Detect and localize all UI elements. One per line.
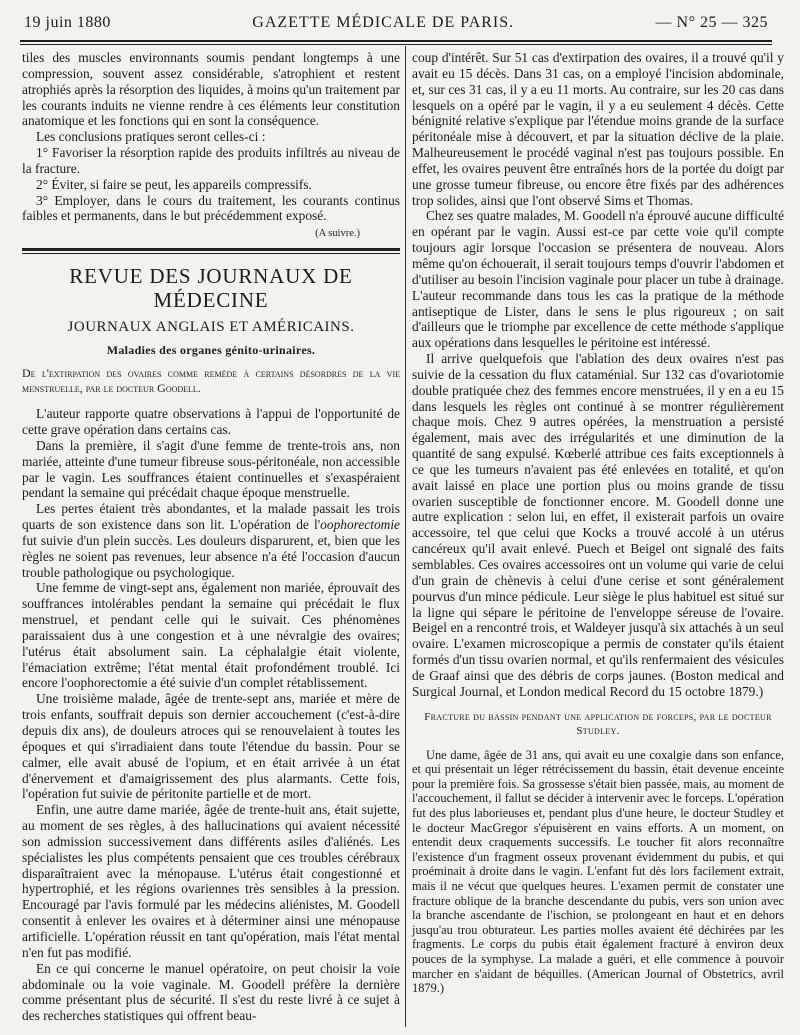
- section-heading: Maladies des organes génito-urinaires.: [106, 343, 316, 358]
- continued-paragraph: tiles des muscles environnants soumis pendant longtemps à une compression, souvent assez considérable, s'atrophient et restent atrophiés après la résorption des liquides, à moins qu'un traitement par les courants induits ne vienne rendre à ces éléments leur constitution anatomique et les fonctions qui en sont la conséquence.: [22, 50, 400, 129]
- article-paragraph: coup d'intérêt. Sur 51 cas d'extirpation des ovaires, il a trouvé qu'il y avait eu 15 décès. Dans 31 cas, on a employé l'incision abdominale, et, sur ces 31 cas, il y a eu 11 morts. Au contraire, sur les 20 cas dans lesquels on a opéré par le vagin, il y a eu seulement 4 décès. Cette bénignité relative s'explique par l'étendue moins grande de la surface péritonéale mise à découvert, et par la situation déclive de la plaie. Malheureusement le procédé vaginal n'est pas toujours possible. En effet, les ovaires peuvent être entraînés hors de la portée du doigt par une grosse tumeur fibreuse, ou encore être fixés par des adhérences trop solides, ainsi que l'ont observé Sims et Thomas.: [412, 50, 784, 208]
- article-paragraph: Une troisième malade, âgée de trente-sept ans, mariée et mère de trois enfants, souffrait depuis son dernier accouchement (c'est-à-dire depuis dix ans), de douleurs atroces qui se renouvelaient à toutes les époques et qui s'irradiaient dans toute l'étendue du bassin. Pour se calmer, elle avait abusé de l'opium, et en était arrivée à un état d'énervement et d'amaigrissement des plus alarmants. Cette fois, l'opération fut suivie de péritonite partielle et de mort.: [22, 691, 400, 802]
- right-column: [412, 50, 784, 996]
- journaux-subtitle: JOURNAUX ANGLAIS ET AMÉRICAINS.: [67, 319, 355, 336]
- article-paragraph: En ce qui concerne le manuel opératoire, on peut choisir la voie abdominale ou la voie vaginale. M. Goodell préfère la dernière comme présentant plus de sécurité. Il s'est du reste livré à ce sujet à des recherches statistiques qui offrent beau-: [22, 960, 400, 1024]
- section-rule-thick: [22, 248, 400, 251]
- conclusion-item-3: 3° Employer, dans le cours du traitement, les courants continus faibles et permanents, dans le but précédemment exposé.: [22, 192, 400, 224]
- italic-term: oophorectomie: [320, 517, 400, 533]
- conclusions-intro: Les conclusions pratiques seront celles-ci :: [36, 129, 266, 145]
- revue-title: REVUE DES JOURNAUX DE MÉDECINE: [69, 264, 353, 313]
- article-paragraph: Chez ses quatre malades, M. Goodell n'a éprouvé aucune difficulté en opérant par le vagin. Aussi est-ce par cette voie qu'il compte toujours agir lorsque l'occasion se présentera de nouveau. Alors même qu'on échouerait, il serait toujours temps d'ouvrir l'abdomen et d'utiliser au besoin l'incision vaginale pour placer un tube à drainage. L'auteur recommande dans tous les cas la pratique de la méthode antiseptique de Lister, dans le sens le plus rigoureux ; on sait d'ailleurs que le triomphe par excellence de cette méthode s'applique aux opérations dans lesquelles le péritoine est intéressé.: [412, 208, 785, 351]
- page-header: [24, 14, 768, 38]
- section-rule-thin: [22, 253, 400, 254]
- article-paragraph: Dans la première, il s'agit d'une femme de trente-trois ans, non mariée, atteinte d'une tumeur fibreuse sous-péritonéale, non accessible par le vagin. Les souffrances étaient continuelles et s'exaspéraient pendant la semaine qui précédait chaque époque menstruelle.: [22, 437, 400, 501]
- article-paragraph: L'auteur rapporte quatre observations à l'appui de l'opportunité de cette grave opération dans certains cas.: [22, 406, 400, 437]
- header-page-number: — N° 25 — 325: [655, 14, 768, 31]
- fracture-article-title: Fracture du bassin pendant une application de forceps, par le docteur Studley.: [424, 710, 772, 737]
- header-date: 19 juin 1880: [24, 14, 111, 31]
- article-paragraph: [22, 501, 400, 580]
- column-divider: [405, 46, 406, 1027]
- article-paragraph: Il arrive quelquefois que l'ablation des deux ovaires n'est pas suivie de la cessation du flux cataménial. Sur 132 cas d'ovariotomie double pratiquée chez des femmes encore menstruées, il y en a eu 15 dans lesquels les règles ont continué à se montrer régulièrement chaque mois. Chez 9 autres opérées, la menstruation a persisté également, mais avec des irrégularités et une diminution de la quantité de sang expulsé. Kœberlé attribue ces faits exceptionnels à ce que les tumeurs n'avaient pas été enlevées en totalité, et qu'on avait laissé en place une portion plus ou moins grande de tissu ovarien susceptible de fonctionner encore. M. Goodell donne une autre explication : selon lui, en effet, il existerait parfois un ovaire accessoire, tel que celui que Kocks a trouvé accolé à un utérus cancéreux qu'il avait enlevé. Puech et Beigel ont signalé des faits semblables. Ces ovaires accessoires ont un volume qui varie de celui d'un grain de chènevis à celui d'une cerise et sont généralement pourvus d'un mince pédicule. Leur siège le plus habituel est situé sur la ligne qui sépare le péritoine de l'enveloppe séreuse de l'ovaire. Beigel en a rencontré trois, et Waldeyer jusqu'à six attachés à un seul ovaire. L'examen microscopique a permis de constater qu'ils étaient formés d'un tissu ovarien normal, et qu'ils renfermaient des vésicules de Graaf ainsi que des débris de corps jaunes. (Boston medical and Surgical Journal, et London medical Record du 15 octobre 1879.): [412, 351, 784, 699]
- header-journal-title: GAZETTE MÉDICALE DE PARIS.: [252, 14, 515, 31]
- header-rule: [20, 40, 772, 42]
- conclusion-item-1: 1° Favoriser la résorption rapide des produits infiltrés au niveau de la fracture.: [22, 145, 400, 176]
- article-paragraph: Enfin, une autre dame mariée, âgée de trente-huit ans, était sujette, au moment de ses règles, à des hallucinations qui avaient nécessité son admission successivement dans différents asiles d'aliénés. Les spécialistes les plus compétents pensaient que ces troubles cérébraux disparaîtraient avec la ménopause. L'utérus était congestionné et hypertrophié, et les régions ovariennes très sensibles à la pression. Encouragé par l'avis formulé par les médecins aliénistes, M. Goodell consentit à enlever les ovaires et à déterminer ainsi une ménopause artificielle. L'opération réussit en tant qu'opération, mais l'état mental n'en fut pas modifié.: [22, 802, 400, 960]
- article-paragraph: Une femme de vingt-sept ans, également non mariée, éprouvait des souffrances intolérables pendant la semaine qui précédait le flux menstruel, et pendant celle qui le suivait. Ces phénomènes paraissaient dus à une congestion et à une névralgie des ovaires; l'utérus était absolument sain. La céphalalgie était violente, l'émaciation extrême; l'état mental était profondément troublé. Ici encore l'oophorectomie a été suivie d'un complet rétablissement.: [22, 580, 400, 691]
- left-column: [22, 50, 400, 1024]
- text-run: Les pertes étaient très abondantes, et la malade passait les trois quarts de son existence dans son lit. L'opération de l': [22, 501, 400, 533]
- text-run: fut suivie d'un plein succès. Les douleurs disparurent, et, bien que les règles ne soient pas revenues, leur absence n'a été l'occasion d'aucun trouble pathologique ou psychologique.: [22, 532, 400, 580]
- article-title: De l'extirpation des ovaires comme remède à certains désordres de la vie menstruelle, par le docteur Goodell.: [22, 366, 400, 396]
- to-be-continued: (A suivre.): [315, 228, 360, 240]
- conclusion-item-2: 2° Éviter, si faire se peut, les appareils compressifs.: [36, 176, 312, 192]
- article-paragraph: Une dame, âgée de 31 ans, qui avait eu une coxalgie dans son enfance, et qui présentait un léger rétrécissement du bassin, était devenue enceinte pour la première fois. Sa grossesse s'était bien passée, mais, au moment de l'accouchement, il fallut se décider à intervenir avec le forceps. L'opération fut des plus laborieuses et, pendant plus d'une heure, le docteur Studley et le docteur MacGregor s'épuisèrent en vains efforts. A un moment, on entendit deux craquements successifs. Le toucher fit alors reconnaître l'existence d'un fragment osseux provenant évidemment du pubis, et qui proéminait à droite dans le vagin. L'enfant fut dès lors facilement extrait, mais il ne vécut que quelques heures. L'examen permit de constater une fracture oblique de la branche descendante du pubis, vers son union avec la branche ascendante de l'ischion, se prolongeant en haut et en dehors jusqu'au trou obturateur. Les parties molles avaient été déchirées par les fragments. Le corps du pubis était également fracturé à environ deux pouces de la symphyse. La malade a guéri, et elle commence à pouvoir marcher en s'aidant de béquilles. (American Journal of Obstetrics, avril 1879.): [412, 747, 784, 996]
- header-rule-thin: [20, 44, 772, 45]
